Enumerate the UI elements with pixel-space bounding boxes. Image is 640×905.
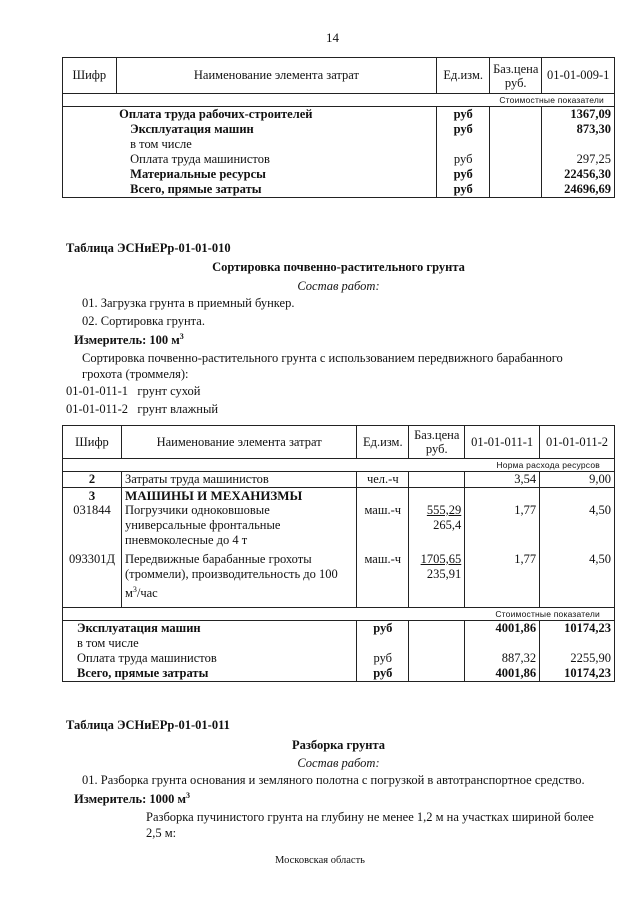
header-unit: Ед.изм. (357, 426, 409, 459)
table-row: 031844 Погрузчики одноковшовые универсальные фронтальные пневмоколесные до 4 т маш.-ч 555,29 265,4 1,77 4,50 (63, 503, 615, 552)
item-wet: 01-01-011-2 грунт влажный (66, 402, 219, 416)
meter-010: Измеритель: 100 $м^3$ (74, 332, 184, 348)
step-1: 01. Загрузка грунта в приемный бункер. (82, 296, 295, 310)
page-footer: Московская область (275, 855, 365, 866)
description-011: Разборка пучинистого грунта на глубину не менее 1,2 м на участках шириной более 2,5 м: (146, 810, 594, 840)
table-row: Эксплуатация машин руб 873,30 (63, 122, 615, 137)
table-label-011: Таблица ЭСНиЕРр-01-01-011 (66, 718, 230, 732)
table-row: Всего, прямые затраты руб 4001,86 10174,23 (63, 666, 615, 682)
step-2: 02. Сортировка грунта. (82, 314, 205, 328)
section-header: Норма расхода ресурсов (63, 459, 615, 472)
table-row: Оплата труда рабочих-строителей руб 1367,09 (63, 107, 615, 123)
cost-table-2 (62, 425, 615, 682)
description-010: Сортировка почвенно-растительного грунта с использованием передвижного барабанного грохота (троммеля): (82, 351, 563, 381)
meter-011: Измеритель: 1000 $м^3$ (74, 791, 191, 807)
item-dry: 01-01-011-1 грунт сухой (66, 384, 201, 398)
header-code: Шифр (63, 426, 122, 459)
section-title-010: Сортировка почвенно-растительного грунта (212, 260, 465, 274)
table-row: Оплата труда машинистов руб 297,25 (63, 152, 615, 167)
section-header: Стоимостные показатели (63, 608, 615, 621)
header-code-col-2: 01-01-011-2 (540, 426, 615, 459)
table-row: Всего, прямые затраты руб 24696,69 (63, 182, 615, 198)
step-011: 01. Разборка грунта основания и земляного полотна с погрузкой в автотранспортное средство. (82, 773, 585, 787)
header-unit: Ед.изм. (437, 58, 490, 94)
header-name: Наименование элемента затрат (116, 58, 437, 94)
table-row: Эксплуатация машин руб 4001,86 10174,23 (63, 621, 615, 637)
header-code-col: 01-01-009-1 (542, 58, 615, 94)
table-row: 2 Затраты труда машинистов чел.-ч 3,54 9,00 (63, 472, 615, 488)
composition-label-010: Состав работ: (297, 279, 380, 293)
table-row: Материальные ресурсы руб 22456,30 (63, 167, 615, 182)
header-code: Шифр (63, 58, 117, 94)
header-code-col-1: 01-01-011-1 (465, 426, 540, 459)
composition-label-011: Состав работ: (297, 756, 380, 770)
table-label-010: Таблица ЭСНиЕРр-01-01-010 (66, 241, 231, 255)
table-row: в том числе (63, 636, 615, 651)
page-number: 14 (326, 30, 339, 45)
table-row: Оплата труда машинистов руб 887,32 2255,90 (63, 651, 615, 666)
section-header: Стоимостные показатели (63, 94, 615, 107)
table-row: в том числе (63, 137, 615, 152)
header-price: Баз.цена руб. (490, 58, 542, 94)
section-title-011: Разборка грунта (291, 738, 386, 752)
table-row: 3 МАШИНЫ И МЕХАНИЗМЫ (63, 488, 615, 504)
header-price: Баз.цена руб. (409, 426, 465, 459)
cost-table-1 (62, 57, 615, 198)
table-row: 093301Д Передвижные барабанные грохоты (троммели), производительность до 100 $м^3$/час маш.-ч 1705,65 235,91 1,77 4,50 (63, 552, 615, 608)
header-name: Наименование элемента затрат (121, 426, 356, 459)
